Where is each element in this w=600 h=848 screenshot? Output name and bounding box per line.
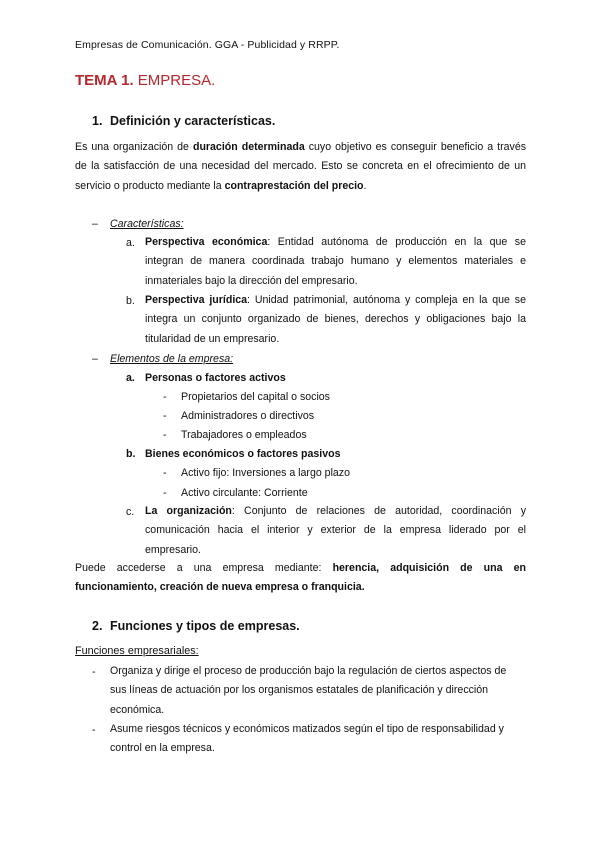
elemento-c-marker: c. (126, 506, 135, 518)
elemento-a-sub-2: Administradores o directivos (181, 410, 315, 422)
elementos-dash: – (92, 353, 98, 365)
page-header: Empresas de Comunicación. GGA - Publicidad y RRPP. (75, 39, 340, 51)
caracteristicas-dash: – (92, 218, 98, 230)
elemento-a-title: Personas o factores activos (145, 372, 286, 384)
chapter-label: TEMA 1. (75, 72, 134, 89)
elementos-label: Elementos de la empresa: (110, 353, 234, 365)
elemento-b-title: Bienes económicos o factores pasivos (145, 448, 341, 460)
caracteristica-b (145, 291, 526, 349)
section-2-number: 2. (92, 619, 103, 633)
sub-dash: - (163, 391, 167, 403)
funcion-dash: - (92, 666, 96, 678)
sub-dash: - (163, 467, 167, 479)
definition-bold-2: contraprestación del precio (224, 179, 364, 192)
caracteristica-a-title: Perspectiva económica (145, 236, 268, 248)
caracteristica-b-title: Perspectiva jurídica (145, 294, 248, 306)
definition-bold-1: duración determinada (192, 141, 305, 153)
caracteristica-a (145, 233, 526, 291)
definition-text-1: Es una organización de (75, 141, 193, 153)
caracteristica-b-text: : Unidad patrimonial, autónoma y compleja en la que se integra un conjunto organizado de bienes, derechos y obligaciones bajo la titularidad de un empresario. (145, 294, 526, 345)
acceso-bold: herencia, adquisición de una en funcionamiento, creación de nueva empresa o franquicia. (75, 562, 526, 594)
sub-dash: - (163, 410, 167, 422)
chapter-name: EMPRESA. (137, 72, 216, 89)
elemento-c-text: : Conjunto de relaciones de autoridad, coordinación y comunicación hacia el interior y exterior de la empresa liderado por el empresario. (145, 505, 526, 556)
caracteristica-a-marker: a. (126, 237, 135, 249)
definition-paragraph (75, 138, 526, 196)
elemento-a-sub-3: Trabajadores o empleados (181, 429, 307, 441)
definition-text-2: cuyo objetivo es conseguir beneficio a través de la satisfacción de una necesidad del mercado. Esto se concreta en el ofrecimiento de un servicio o producto mediante la (75, 141, 527, 192)
elemento-c-title: La organización (145, 505, 232, 517)
chapter-title (75, 72, 215, 89)
elemento-b-sub-2: Activo circulante: Corriente (181, 487, 308, 499)
elemento-c (145, 502, 526, 560)
sub-dash: - (163, 429, 167, 441)
acceso-text: Puede accederse a una empresa mediante: (75, 562, 333, 574)
caracteristica-a-text: : Entidad autónoma de producción en la que se integran de manera coordinada trabajo humano y elementos materiales e inmateriales bajo la dirección del empresario. (145, 236, 526, 287)
caracteristicas-label: Características: (110, 218, 184, 230)
elemento-b-marker: b. (126, 448, 136, 460)
section-1-number: 1. (92, 114, 103, 128)
funcion-1: Organiza y dirige el proceso de producción bajo la regulación de ciertos aspectos de sus líneas de actuación por los organismos estatales de planificación y dirección económica. (110, 665, 507, 716)
funcion-dash: - (92, 724, 96, 736)
section-2-title: Funciones y tipos de empresas. (110, 619, 300, 633)
elemento-a-sub-1: Propietarios del capital o socios (181, 391, 330, 403)
definition-text-3: . (363, 179, 367, 192)
acceso-paragraph (75, 559, 526, 598)
funciones-label: Funciones empresariales: (75, 645, 199, 657)
sub-dash: - (163, 487, 167, 499)
funcion-2: Asume riesgos técnicos y económicos matizados según el tipo de responsabilidad y control en la empresa. (110, 723, 504, 755)
elemento-a-marker: a. (126, 372, 135, 384)
caracteristica-b-marker: b. (126, 295, 135, 307)
elemento-b-sub-1: Activo fijo: Inversiones a largo plazo (181, 467, 350, 479)
section-1-title: Definición y características. (110, 114, 276, 128)
